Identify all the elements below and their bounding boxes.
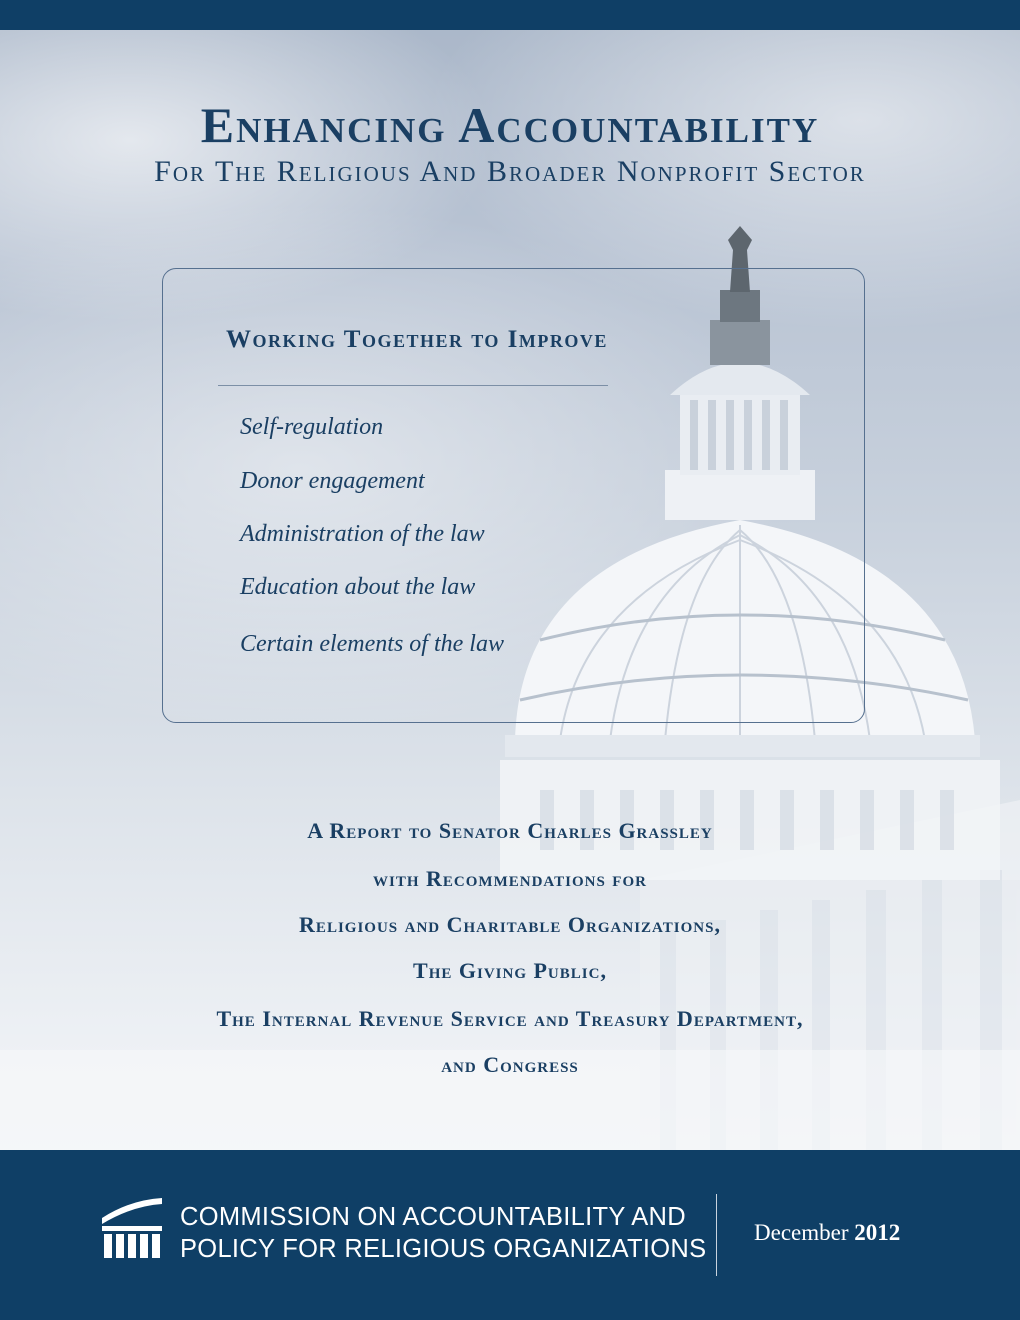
improve-heading: Working Together to Improve	[226, 326, 608, 353]
improve-item: Education about the law	[240, 574, 476, 600]
report-line: The Internal Revenue Service and Treasury Department,	[216, 1006, 804, 1031]
publication-date	[754, 1220, 900, 1246]
report-subtitle: For The Religious And Broader Nonprofit Sector	[154, 155, 866, 188]
report-title: Enhancing Accountability	[200, 97, 820, 153]
date-month: December	[754, 1220, 849, 1245]
report-line: A Report to Senator Charles Grassley	[307, 818, 713, 843]
improve-item: Donor engagement	[240, 468, 425, 494]
report-line: The Giving Public,	[413, 958, 607, 983]
improve-divider	[218, 385, 608, 386]
report-line: with Recommendations for	[373, 866, 647, 891]
improve-item: Self-regulation	[240, 414, 384, 440]
improve-item: Administration of the law	[240, 521, 485, 547]
commission-line-1: COMMISSION ON ACCOUNTABILITY AND	[180, 1203, 686, 1231]
commission-logo-icon	[100, 1196, 164, 1260]
improve-item: Certain elements of the law	[240, 631, 504, 657]
report-line: Religious and Charitable Organizations,	[299, 912, 721, 937]
date-year: 2012	[854, 1220, 901, 1245]
commission-line-2: POLICY FOR RELIGIOUS ORGANIZATIONS	[180, 1235, 707, 1263]
commission-name	[180, 1201, 706, 1265]
footer-divider	[716, 1194, 717, 1276]
report-line: and Congress	[441, 1052, 579, 1077]
